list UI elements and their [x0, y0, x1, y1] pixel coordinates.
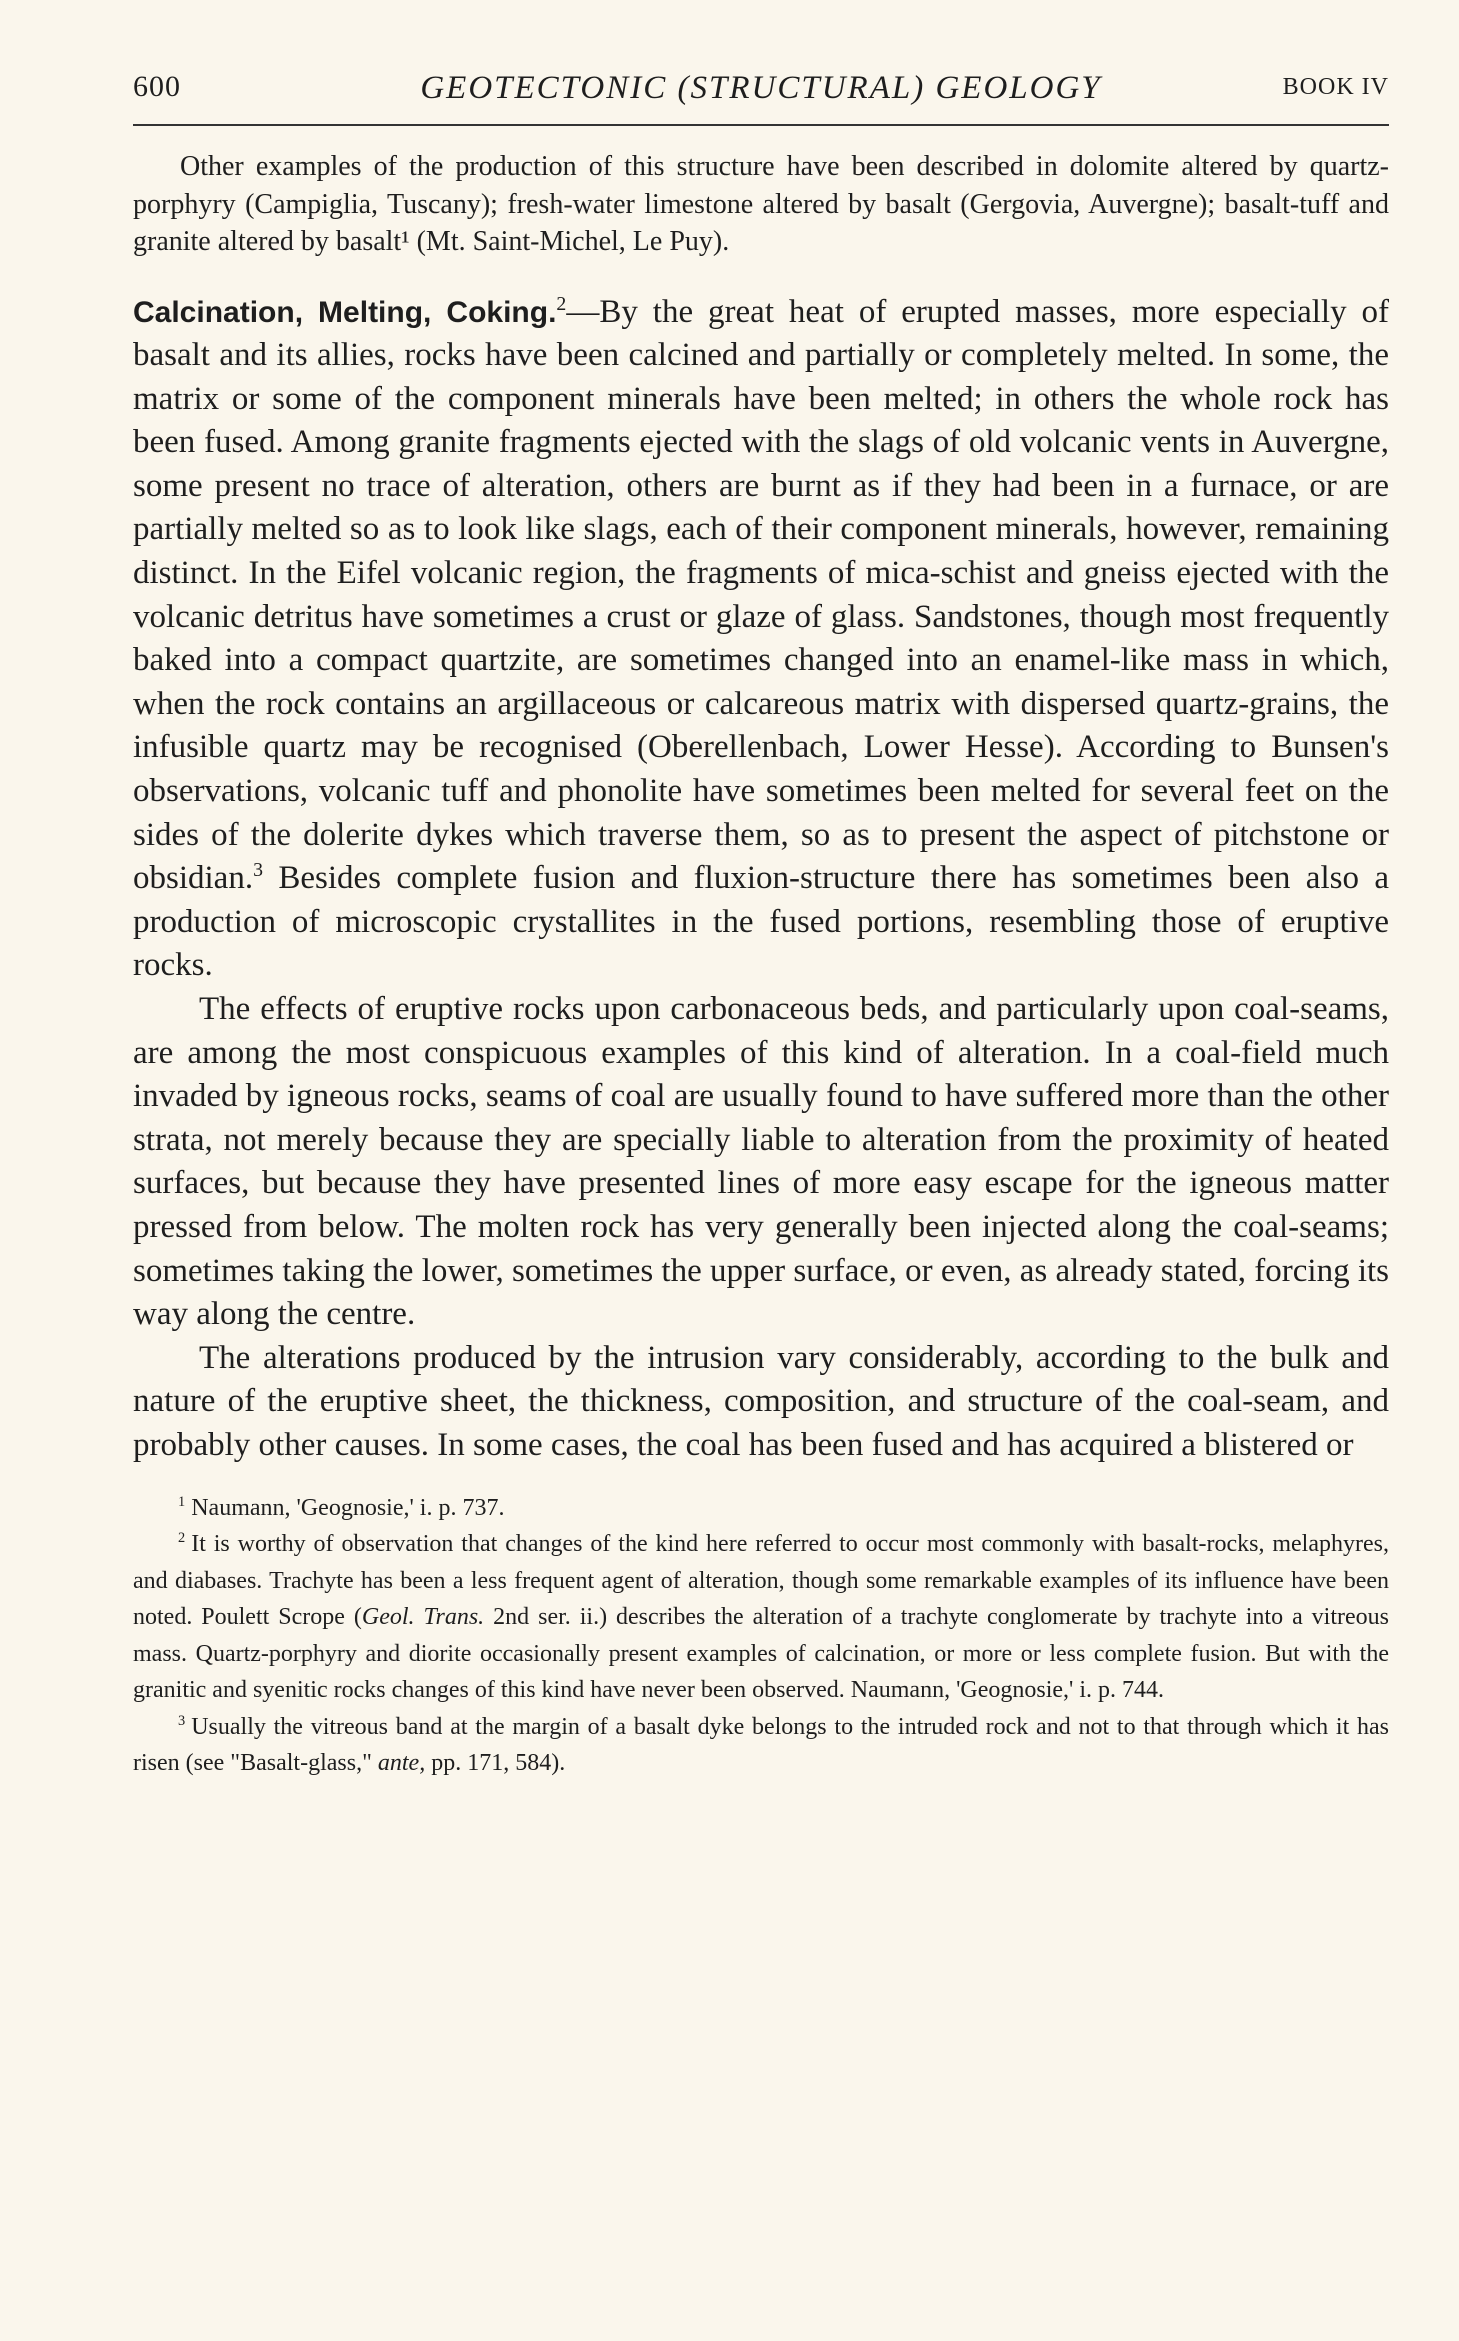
footnote-2-text-a: It is worthy of observation that changes of the kind here referred to occur most commonly with basalt-rocks, melaphyres, and diabases. Trachyte has been a less frequent agent of alteration, though some remarkable examples of its influence have been noted. Poulett Scrope (	[133, 1531, 1389, 1631]
footnote-2-journal: Geol. Trans.	[361, 1604, 485, 1631]
section-paragraph-1	[133, 291, 1389, 989]
paragraph-1-text-b: Besides complete fusion and fluxion-structure there has sometimes been also a production of microscopic crystallites in the fused portions, resembling those of eruptive rocks.	[133, 860, 1389, 984]
book-page	[133, 70, 1389, 1782]
paragraph-1-text-a: —By the great heat of erupted masses, more especially of basalt and its allies, rocks have been calcined and partially or completely melted. In some, the matrix or some of the component minerals have been melted; in others the whole rock has been fused. Among granite fragments ejected with the slags of old volcanic vents in Auvergne, some present no trace of alteration, others are burnt as if they had been in a furnace, or are partially melted so as to look like slags, each of their component minerals, however, remaining distinct. In the Eifel volcanic region, the fragments of mica-schist and gneiss ejected with the volcanic detritus have sometimes a crust or glaze of glass. Sandstones, though most frequently baked into a compact quartzite, are sometimes changed into an enamel-like mass in which, when the rock contains an argillaceous or calcareous matrix with dispersed quartz-grains, the infusible quartz may be recognised (Oberellenbach, Lower Hesse). According to Bunsen's observations, volcanic tuff and phonolite have sometimes been melted for several feet on the sides of the dolerite dykes which traverse them, so as to present the aspect of pitchstone or obsidian.	[133, 293, 1390, 897]
section-heading: Calcination, Melting, Coking.	[133, 295, 557, 329]
footnote-1	[133, 1490, 1389, 1527]
footnote-3-text-b: pp. 171, 584).	[425, 1750, 566, 1777]
intro-paragraph: Other examples of the production of this structure have been described in dolomite altered by quartz-porphyry (Campiglia, Tuscany); fresh-water limestone altered by basalt (Gergovia, Auvergne); basalt-tuff and granite altered by basalt¹ (Mt. Saint-Michel, Le Puy).	[133, 151, 1389, 257]
section-paragraph-3: The alterations produced by the intrusion vary considerably, according to the bulk and nature of the eruptive sheet, the thickness, composition, and structure of the coal-seam, and probably other causes. In some cases, the coal has been fused and has acquired a blistered or	[133, 1339, 1389, 1463]
running-title: GEOTECTONIC (STRUCTURAL) GEOLOGY	[420, 70, 1102, 106]
footnote-2-text-b: 2nd ser. ii.) describes the alteration of a trachyte conglomerate by trachyte into a vitreous mass. Quartz-porphyry and diorite occasionally present examples of calcination, or more or less complete fusion. But with the granitic and syenitic rocks changes of this kind have never been observed. Naumann, 'Geognosie,' i. p. 744.	[133, 1604, 1390, 1704]
book-label: BOOK IV	[1282, 74, 1389, 100]
page-number: 600	[133, 70, 181, 103]
footnote-3-number: 3	[178, 1712, 186, 1729]
footnote-2	[133, 1526, 1389, 1709]
footnote-2-number: 2	[178, 1530, 186, 1547]
footnote-ref-2: 2	[556, 292, 567, 315]
footnote-3	[133, 1709, 1389, 1782]
footnote-3-ante: ante,	[377, 1750, 426, 1777]
page-header	[133, 70, 1389, 126]
footnote-3-text-a: Usually the vitreous band at the margin of a basalt dyke belongs to the intruded rock and not to that through which it has risen (see "Basalt-glass,"	[133, 1713, 1389, 1777]
footnote-ref-3: 3	[253, 859, 263, 882]
footnote-1-number: 1	[178, 1493, 186, 1510]
footnote-1-text: Naumann, 'Geognosie,' i. p. 737.	[191, 1494, 505, 1521]
section-paragraph-2: The effects of eruptive rocks upon carbonaceous beds, and particularly upon coal-seams, are among the most conspicuous examples of this kind of alteration. In a coal-field much invaded by igneous rocks, seams of coal are usually found to have suffered more than the other strata, not merely because they are specially liable to alteration from the proximity of heated surfaces, but because they have presented lines of more easy escape for the igneous matter pressed from below. The molten rock has very generally been injected along the coal-seams; sometimes taking the lower, sometimes the upper surface, or even, as already stated, forcing its way along the centre.	[133, 991, 1389, 1333]
footnotes	[133, 1490, 1389, 1782]
